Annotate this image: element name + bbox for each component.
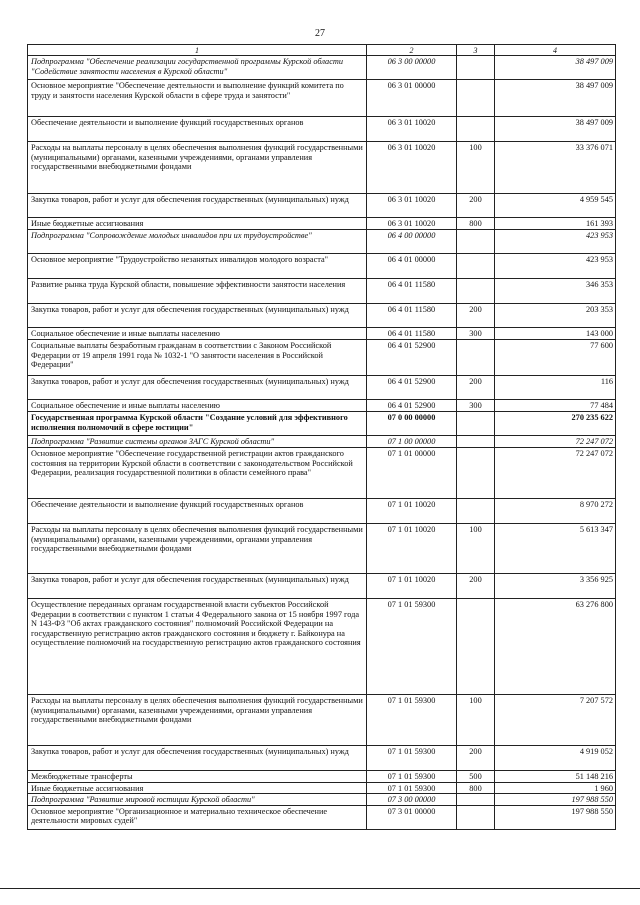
row-vr-cell: 800 [457, 782, 495, 794]
table-row [28, 499, 616, 524]
row-name-cell: Иные бюджетные ассигнования [28, 782, 367, 794]
row-code-cell: 06 3 01 10020 [367, 218, 457, 230]
row-code-cell: 07 1 01 10020 [367, 499, 457, 524]
row-name-cell: Осуществление переданных органам государственной власти субъектов Российской Федерации в соответствии с пунктом 1 статьи 4 Федерального закона от 15 ноября 1997 года N 143-ФЗ "Об актах гражданского состояния" полномочий Российской Федерации на государственную регистрацию актов гражданского состояния и бюджету г. Байконура на осуществление полномочий на государственную регистрацию актов гражданского состояния [28, 599, 367, 695]
table-row [28, 340, 616, 376]
row-code-cell: 06 3 01 10020 [367, 142, 457, 194]
table-row [28, 376, 616, 400]
row-name-cell: Закупка товаров, работ и услуг для обеспечения государственных (муниципальных) нужд [28, 574, 367, 599]
row-code-cell: 06 4 01 52900 [367, 340, 457, 376]
row-amount-cell: 77 600 [495, 340, 616, 376]
table-row [28, 142, 616, 194]
row-code-cell: 06 4 01 11580 [367, 279, 457, 304]
row-amount-cell: 8 970 272 [495, 499, 616, 524]
row-name-cell: Государственная программа Курской области "Создание условий для эффективного исполнения полномочий в сфере юстиции" [28, 412, 367, 436]
row-vr-cell [457, 80, 495, 117]
budget-table-container [27, 44, 615, 830]
row-code-cell: 06 3 00 00000 [367, 56, 457, 80]
row-amount-cell: 161 393 [495, 218, 616, 230]
row-code-cell: 07 1 01 10020 [367, 574, 457, 599]
table-row [28, 599, 616, 695]
row-code-cell: 07 1 01 59300 [367, 599, 457, 695]
row-code-cell: 07 3 01 00000 [367, 805, 457, 829]
row-amount-cell: 270 235 622 [495, 412, 616, 436]
row-vr-cell [457, 599, 495, 695]
row-vr-cell: 800 [457, 218, 495, 230]
row-vr-cell [457, 436, 495, 448]
table-row [28, 695, 616, 746]
row-name-cell: Закупка товаров, работ и услуг для обеспечения государственных (муниципальных) нужд [28, 304, 367, 328]
row-amount-cell: 33 376 071 [495, 142, 616, 194]
row-name-cell: Расходы на выплаты персоналу в целях обеспечения выполнения функций государственными (муниципальными) органами, казенными учреждениями, органами управления государственными внебюджетными фондами [28, 695, 367, 746]
row-code-cell: 06 3 01 00000 [367, 80, 457, 117]
row-code-cell: 06 4 01 11580 [367, 304, 457, 328]
page-number: 27 [315, 28, 325, 39]
table-row [28, 194, 616, 218]
row-code-cell: 07 1 01 59300 [367, 695, 457, 746]
row-name-cell: Обеспечение деятельности и выполнение функций государственных органов [28, 499, 367, 524]
page-bottom-rule [0, 888, 640, 889]
row-amount-cell: 7 207 572 [495, 695, 616, 746]
row-vr-cell [457, 794, 495, 806]
row-amount-cell: 5 613 347 [495, 524, 616, 574]
row-name-cell: Основное мероприятие "Обеспечение государственной регистрации актов гражданского состояния на территории Курской области в соответствии с законодательством Российской Федерации, реализация государственной политики в области семейного права" [28, 448, 367, 499]
row-vr-cell: 200 [457, 376, 495, 400]
row-vr-cell: 200 [457, 194, 495, 218]
row-amount-cell: 1 960 [495, 782, 616, 794]
table-row [28, 524, 616, 574]
row-name-cell: Иные бюджетные ассигнования [28, 218, 367, 230]
row-code-cell: 07 1 01 10020 [367, 524, 457, 574]
table-row [28, 328, 616, 340]
row-name-cell: Развитие рынка труда Курской области, повышение эффективности занятости населения [28, 279, 367, 304]
column-header-code: 2 [367, 45, 457, 56]
table-row [28, 279, 616, 304]
row-name-cell: Социальное обеспечение и иные выплаты населению [28, 400, 367, 412]
row-amount-cell: 72 247 072 [495, 448, 616, 499]
row-amount-cell: 51 148 216 [495, 771, 616, 783]
row-code-cell: 06 4 00 00000 [367, 230, 457, 254]
row-name-cell: Социальное обеспечение и иные выплаты населению [28, 328, 367, 340]
table-row [28, 448, 616, 499]
row-vr-cell [457, 448, 495, 499]
row-vr-cell [457, 805, 495, 829]
table-row [28, 254, 616, 279]
row-amount-cell: 116 [495, 376, 616, 400]
table-body [28, 56, 616, 830]
row-code-cell: 06 3 01 10020 [367, 117, 457, 142]
row-code-cell: 07 1 01 00000 [367, 448, 457, 499]
row-vr-cell: 100 [457, 142, 495, 194]
row-name-cell: Основное мероприятие "Организационное и материально техническое обеспечение деятельности мировых судей" [28, 805, 367, 829]
table-row [28, 782, 616, 794]
row-name-cell: Расходы на выплаты персоналу в целях обеспечения выполнения функций государственными (муниципальными) органами, казенными учреждениями, органами управления государственными внебюджетными фондами [28, 524, 367, 574]
table-row [28, 80, 616, 117]
row-name-cell: Обеспечение деятельности и выполнение функций государственных органов [28, 117, 367, 142]
row-vr-cell: 500 [457, 771, 495, 783]
table-row [28, 230, 616, 254]
row-name-cell: Подпрограмма "Развитие мировой юстиции Курской области" [28, 794, 367, 806]
row-vr-cell [457, 499, 495, 524]
row-code-cell: 07 1 01 59300 [367, 746, 457, 771]
table-row [28, 304, 616, 328]
row-vr-cell: 200 [457, 574, 495, 599]
row-vr-cell [457, 340, 495, 376]
row-name-cell: Закупка товаров, работ и услуг для обеспечения государственных (муниципальных) нужд [28, 746, 367, 771]
row-amount-cell: 38 497 009 [495, 80, 616, 117]
table-row [28, 794, 616, 806]
row-vr-cell [457, 254, 495, 279]
row-vr-cell [457, 56, 495, 80]
row-vr-cell: 200 [457, 746, 495, 771]
row-code-cell: 06 4 01 11580 [367, 328, 457, 340]
row-vr-cell: 100 [457, 524, 495, 574]
row-name-cell: Основное мероприятие "Трудоустройство незанятых инвалидов молодого возраста" [28, 254, 367, 279]
row-vr-cell [457, 230, 495, 254]
row-vr-cell: 300 [457, 400, 495, 412]
row-amount-cell: 197 988 550 [495, 805, 616, 829]
table-row [28, 56, 616, 80]
row-code-cell: 07 1 00 00000 [367, 436, 457, 448]
row-name-cell: Подпрограмма "Развитие системы органов ЗАГС Курской области" [28, 436, 367, 448]
row-name-cell: Основное мероприятие "Обеспечение деятельности и выполнение функций комитета по труду и занятости населения Курской области в сфере труда и занятости" [28, 80, 367, 117]
column-header-vr: 3 [457, 45, 495, 56]
column-header-name: 1 [28, 45, 367, 56]
row-vr-cell: 300 [457, 328, 495, 340]
row-amount-cell: 38 497 009 [495, 56, 616, 80]
row-amount-cell: 4 919 052 [495, 746, 616, 771]
row-amount-cell: 197 988 550 [495, 794, 616, 806]
row-amount-cell: 143 000 [495, 328, 616, 340]
row-amount-cell: 423 953 [495, 254, 616, 279]
row-amount-cell: 72 247 072 [495, 436, 616, 448]
row-code-cell: 07 1 01 59300 [367, 782, 457, 794]
row-amount-cell: 63 276 800 [495, 599, 616, 695]
row-vr-cell [457, 117, 495, 142]
row-amount-cell: 423 953 [495, 230, 616, 254]
budget-table [27, 44, 616, 830]
row-code-cell: 06 4 01 52900 [367, 400, 457, 412]
table-row [28, 805, 616, 829]
row-amount-cell: 77 484 [495, 400, 616, 412]
row-code-cell: 07 1 01 59300 [367, 771, 457, 783]
table-row [28, 574, 616, 599]
row-code-cell: 06 4 01 00000 [367, 254, 457, 279]
row-code-cell: 07 0 00 00000 [367, 412, 457, 436]
row-code-cell: 06 3 01 10020 [367, 194, 457, 218]
row-amount-cell: 203 353 [495, 304, 616, 328]
row-name-cell: Социальные выплаты безработным гражданам в соответствии с Законом Российской Федерации от 19 апреля 1991 года № 1032-1 "О занятости населения в Российской Федерации" [28, 340, 367, 376]
row-amount-cell: 4 959 545 [495, 194, 616, 218]
table-row [28, 400, 616, 412]
table-row [28, 218, 616, 230]
row-name-cell: Подпрограмма "Обеспечение реализации государственной программы Курской области "Содействие занятости населения в Курской области" [28, 56, 367, 80]
table-row [28, 746, 616, 771]
table-row [28, 771, 616, 783]
row-amount-cell: 3 356 925 [495, 574, 616, 599]
row-name-cell: Расходы на выплаты персоналу в целях обеспечения выполнения функций государственными (муниципальными) органами, казенными учреждениями, органами управления государственными внебюджетными фондами [28, 142, 367, 194]
row-vr-cell: 200 [457, 304, 495, 328]
row-vr-cell [457, 279, 495, 304]
table-row [28, 412, 616, 436]
row-amount-cell: 38 497 009 [495, 117, 616, 142]
row-vr-cell [457, 412, 495, 436]
row-amount-cell: 346 353 [495, 279, 616, 304]
row-name-cell: Закупка товаров, работ и услуг для обеспечения государственных (муниципальных) нужд [28, 376, 367, 400]
row-name-cell: Подпрограмма "Сопровождение молодых инвалидов при их трудоустройстве" [28, 230, 367, 254]
column-header-amount: 4 [495, 45, 616, 56]
row-name-cell: Закупка товаров, работ и услуг для обеспечения государственных (муниципальных) нужд [28, 194, 367, 218]
table-header-row [28, 45, 616, 56]
row-name-cell: Межбюджетные трансферты [28, 771, 367, 783]
row-code-cell: 06 4 01 52900 [367, 376, 457, 400]
table-row [28, 436, 616, 448]
row-vr-cell: 100 [457, 695, 495, 746]
table-row [28, 117, 616, 142]
row-code-cell: 07 3 00 00000 [367, 794, 457, 806]
